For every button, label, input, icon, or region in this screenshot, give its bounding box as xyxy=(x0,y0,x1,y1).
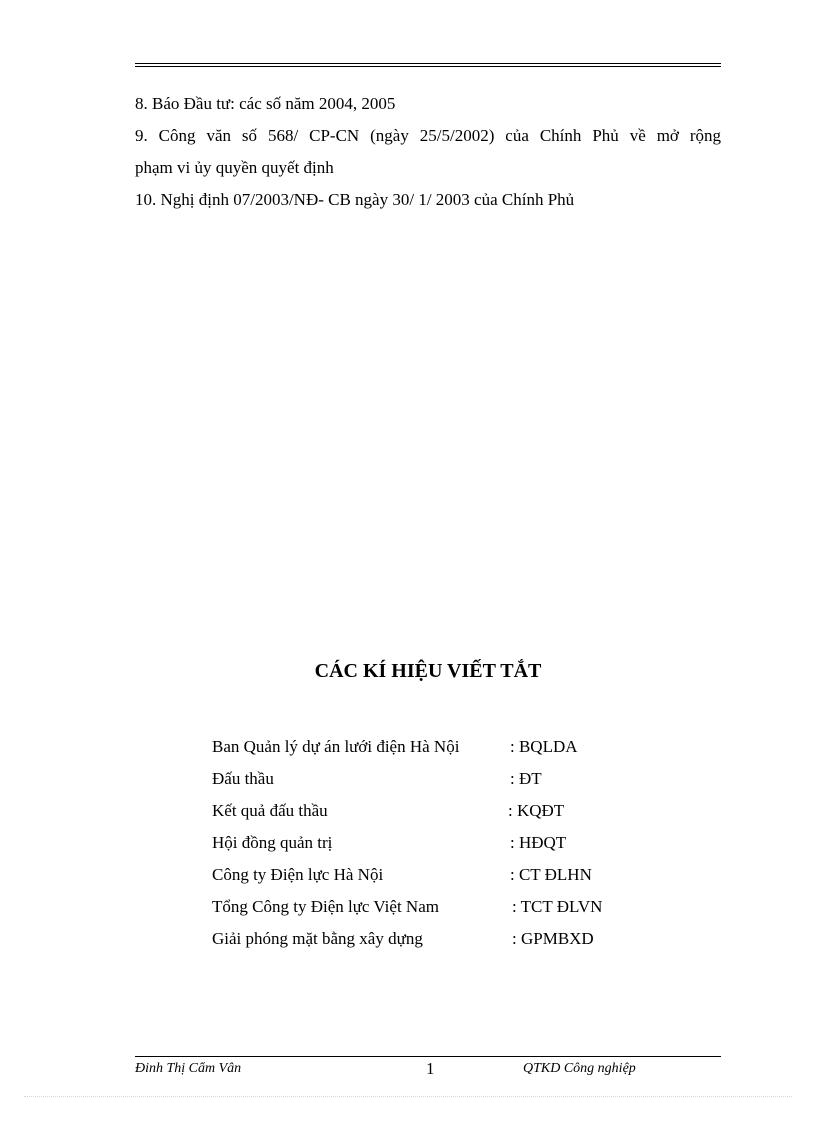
abbreviation-code: : KQĐT xyxy=(508,801,565,820)
abbreviation-code: : CT ĐLHN xyxy=(510,865,592,884)
reference-item-9: 9. Công văn số 568/ CP-CN (ngày 25/5/2002) của Chính Phủ về mở rộng xyxy=(135,126,721,145)
reference-item-10: 10. Nghị định 07/2003/NĐ- CB ngày 30/ 1/ 2003 của Chính Phủ xyxy=(135,190,575,209)
footer-department: QTKD Công nghiệp xyxy=(523,1061,636,1076)
abbreviation-term: Đấu thầu xyxy=(212,769,274,788)
abbreviation-code: : HĐQT xyxy=(510,833,567,852)
abbreviation-term: Tổng Công ty Điện lực Việt Nam xyxy=(212,897,439,916)
footer-author: Đinh Thị Cẩm Vân xyxy=(135,1061,242,1076)
header-rule-top xyxy=(135,63,721,64)
header-rule-bottom xyxy=(135,66,721,67)
abbreviation-code: : ĐT xyxy=(510,769,542,788)
page-number: 1 xyxy=(426,1059,435,1078)
abbreviation-term: Giải phóng mặt bằng xây dựng xyxy=(212,929,423,948)
abbreviation-code: : TCT ĐLVN xyxy=(512,897,603,916)
reference-list xyxy=(135,88,721,216)
abbreviation-code: : GPMBXD xyxy=(512,929,594,948)
abbreviation-term: Công ty Điện lực Hà Nội xyxy=(212,865,384,884)
abbreviation-term: Ban Quản lý dự án lưới điện Hà Nội xyxy=(212,737,460,756)
abbreviation-code: : BQLDA xyxy=(510,737,578,756)
reference-item-8: 8. Báo Đầu tư: các số năm 2004, 2005 xyxy=(135,94,396,113)
page-edge-divider xyxy=(24,1096,792,1097)
abbreviation-term: Hội đồng quản trị xyxy=(212,833,333,852)
reference-item-9-continued: phạm vi ủy quyền quyết định xyxy=(135,158,334,177)
abbreviation-term: Kết quả đấu thầu xyxy=(212,801,328,820)
section-title: CÁC KÍ HIỆU VIẾT TẮT xyxy=(314,660,542,682)
footer-rule xyxy=(135,1056,721,1057)
